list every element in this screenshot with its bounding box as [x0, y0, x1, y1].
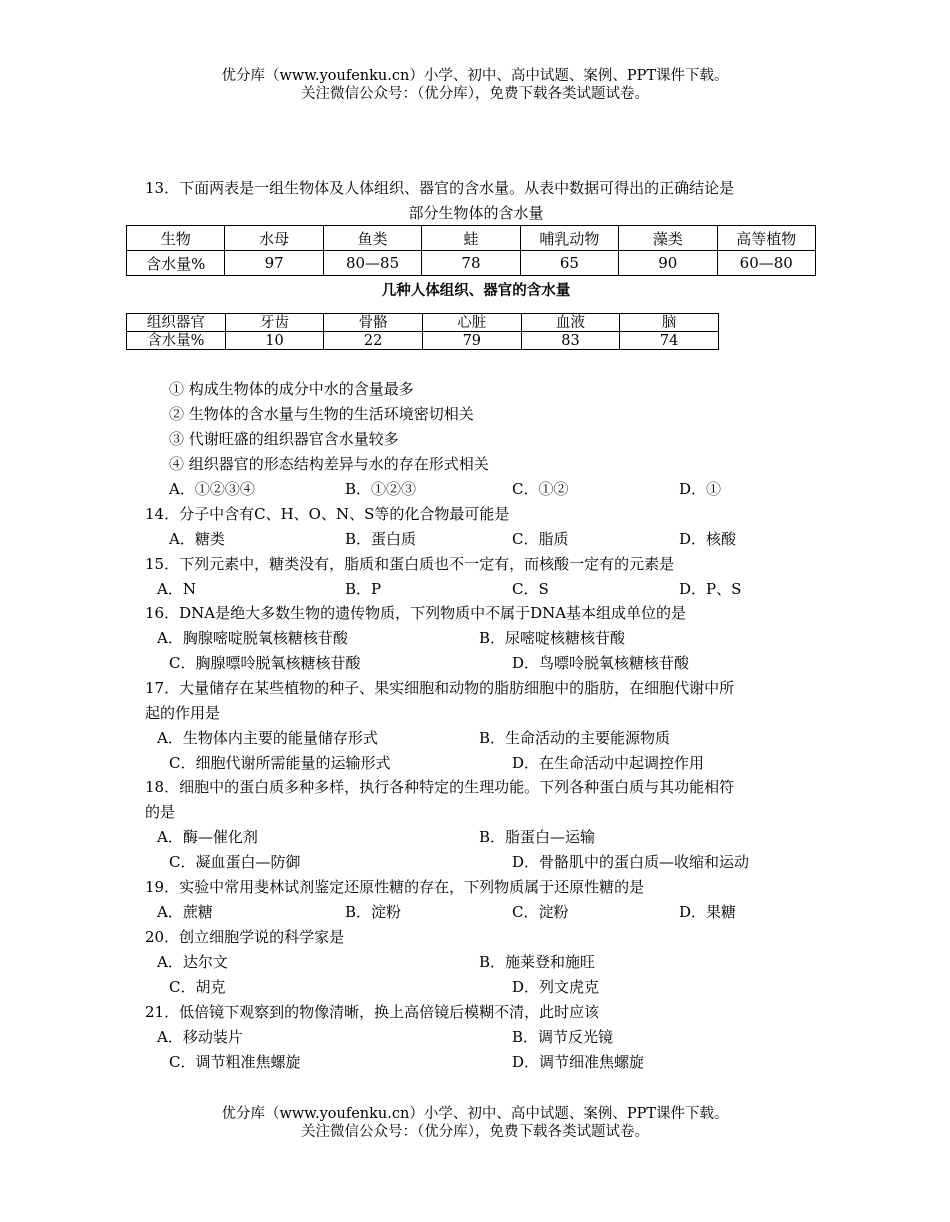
q16-option-a[interactable]: A．胸腺嘧啶脱氧核糖核苷酸	[157, 629, 348, 647]
table-cell: 血液	[521, 314, 620, 332]
q13-option-c[interactable]: C．①②	[512, 480, 569, 498]
table-cell: 含水量%	[127, 251, 225, 276]
q18-option-a[interactable]: A．酶—催化剂	[157, 828, 258, 846]
page-footer	[0, 1105, 950, 1141]
q13-statement-3: ③ 代谢旺盛的组织器官含水量较多	[169, 430, 399, 448]
table-row	[127, 314, 719, 332]
table-cell: 10	[225, 332, 324, 350]
q13-option-d[interactable]: D．①	[679, 480, 722, 498]
q14-option-d[interactable]: D．核酸	[679, 530, 737, 548]
q19-stem: 19．实验中常用斐林试剂鉴定还原性糖的存在，下列物质属于还原性糖的是	[145, 878, 645, 896]
table-cell: 哺乳动物	[520, 226, 618, 251]
q18-option-d[interactable]: D．骨骼肌中的蛋白质—收缩和运动	[512, 853, 750, 871]
q14-stem: 14．分子中含有C、H、O、N、S等的化合物最可能是	[145, 505, 510, 523]
q16-stem: 16．DNA是绝大多数生物的遗传物质，下列物质中不属于DNA基本组成单位的是	[145, 604, 687, 622]
q20-stem: 20．创立细胞学说的科学家是	[145, 928, 345, 946]
q13-option-b[interactable]: B．①②③	[345, 480, 417, 498]
table-cell: 藻类	[619, 226, 717, 251]
table-cell: 65	[520, 251, 618, 276]
table-cell: 83	[521, 332, 620, 350]
footer-line-1: 优分库（www.youfenku.cn）小学、初中、高中试题、案例、PPT课件下载。	[221, 1106, 729, 1122]
table-row	[127, 332, 719, 350]
table-cell: 90	[619, 251, 717, 276]
q16-option-d[interactable]: D．鸟嘌呤脱氧核糖核苷酸	[512, 654, 690, 672]
q18-option-c[interactable]: C．凝血蛋白—防御	[169, 853, 301, 871]
q20-option-a[interactable]: A．达尔文	[157, 953, 228, 971]
q19-option-c[interactable]: C．淀粉	[512, 903, 569, 921]
table-row	[127, 226, 816, 251]
q15-option-c[interactable]: C．S	[512, 580, 549, 598]
table-cell: 骨骼	[324, 314, 423, 332]
table-cell: 蛙	[422, 226, 520, 251]
table-cell: 78	[422, 251, 520, 276]
q16-option-b[interactable]: B．尿嘧啶核糖核苷酸	[479, 629, 626, 647]
q13-stem: 13．下面两表是一组生物体及人体组织、器官的含水量。从表中数据可得出的正确结论是	[145, 179, 735, 197]
q19-option-b[interactable]: B．淀粉	[345, 903, 402, 921]
q20-option-b[interactable]: B．施莱登和施旺	[479, 953, 596, 971]
q18-option-b[interactable]: B．脂蛋白—运输	[479, 828, 596, 846]
table2-caption: 几种人体组织、器官的含水量	[381, 283, 571, 299]
q13-statement-1: ① 构成生物体的成分中水的含量最多	[169, 380, 414, 398]
q18-stem-line-1: 18．细胞中的蛋白质多种多样，执行各种特定的生理功能。下列各种蛋白质与其功能相符	[145, 778, 735, 796]
table-cell: 组织器官	[127, 314, 226, 332]
table-cell: 鱼类	[323, 226, 421, 251]
q17-option-b[interactable]: B．生命活动的主要能源物质	[479, 729, 671, 747]
q15-stem: 15．下列元素中，糖类没有，脂质和蛋白质也不一定有，而核酸一定有的元素是	[145, 555, 675, 573]
q17-stem-line-1: 17．大量储存在某些植物的种子、果实细胞和动物的脂肪细胞中的脂肪，在细胞代谢中所	[145, 679, 735, 697]
q17-option-a[interactable]: A．生物体内主要的能量储存形式	[157, 729, 378, 747]
q19-option-d[interactable]: D．果糖	[679, 903, 737, 921]
table-cell: 80—85	[323, 251, 421, 276]
table-cell: 牙齿	[225, 314, 324, 332]
q15-option-b[interactable]: B．P	[345, 580, 382, 598]
q19-option-a[interactable]: A．蔗糖	[157, 903, 213, 921]
q21-stem: 21．低倍镜下观察到的物像清晰，换上高倍镜后模糊不清，此时应该	[145, 1003, 600, 1021]
q13-option-a[interactable]: A．①②③④	[169, 480, 255, 498]
table-cell: 脑	[620, 314, 719, 332]
header-line-2: 关注微信公众号：（优分库），免费下载各类试题试卷。	[301, 86, 649, 102]
table-organism-water-content	[126, 225, 816, 276]
q17-option-c[interactable]: C．细胞代谢所需能量的运输形式	[169, 754, 391, 772]
table-cell: 含水量%	[127, 332, 226, 350]
table-cell: 97	[225, 251, 323, 276]
table-cell: 水母	[225, 226, 323, 251]
q14-option-a[interactable]: A．糖类	[169, 530, 225, 548]
q15-option-a[interactable]: A．N	[157, 580, 196, 598]
q13-statement-2: ② 生物体的含水量与生物的生活环境密切相关	[169, 405, 474, 423]
table-tissue-water-content	[126, 313, 719, 350]
table-row	[127, 251, 816, 276]
header-line-1: 优分库（www.youfenku.cn）小学、初中、高中试题、案例、PPT课件下载。	[221, 68, 729, 84]
table-cell: 生物	[127, 226, 225, 251]
table-cell: 60—80	[717, 251, 815, 276]
table-cell: 74	[620, 332, 719, 350]
table-cell: 22	[324, 332, 423, 350]
q18-stem-line-2: 的是	[145, 803, 176, 821]
q21-option-a[interactable]: A．移动装片	[157, 1028, 243, 1046]
q17-stem-line-2: 起的作用是	[145, 704, 221, 722]
q14-option-c[interactable]: C．脂质	[512, 530, 569, 548]
q17-option-d[interactable]: D．在生命活动中起调控作用	[512, 754, 705, 772]
q20-option-d[interactable]: D．列文虎克	[512, 978, 600, 996]
q20-option-c[interactable]: C．胡克	[169, 978, 226, 996]
q21-option-b[interactable]: B．调节反光镜	[512, 1028, 614, 1046]
q16-option-c[interactable]: C．胸腺嘌呤脱氧核糖核苷酸	[169, 654, 361, 672]
table-cell: 79	[422, 332, 521, 350]
q21-option-c[interactable]: C．调节粗准焦螺旋	[169, 1053, 301, 1071]
table-cell: 高等植物	[717, 226, 815, 251]
q14-option-b[interactable]: B．蛋白质	[345, 530, 417, 548]
q13-statement-4: ④ 组织器官的形态结构差异与水的存在形式相关	[169, 455, 489, 473]
q21-option-d[interactable]: D．调节细准焦螺旋	[512, 1053, 645, 1071]
page-header	[0, 67, 950, 103]
table1-caption: 部分生物体的含水量	[408, 204, 544, 222]
q15-option-d[interactable]: D．P、S	[679, 580, 742, 598]
table-cell: 心脏	[422, 314, 521, 332]
footer-line-2: 关注微信公众号：（优分库），免费下载各类试题试卷。	[301, 1124, 649, 1140]
